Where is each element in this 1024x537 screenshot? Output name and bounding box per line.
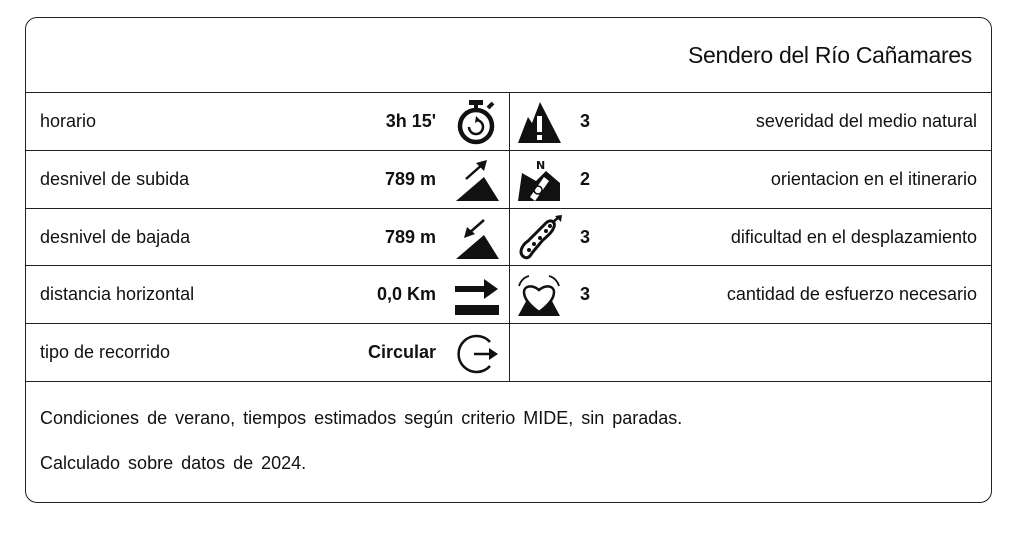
row-value: 789 m: [384, 169, 436, 189]
effort-heart-icon: [516, 272, 562, 318]
svg-text:N: N: [536, 159, 546, 172]
row-criterion: dificultad en el desplazamiento: [730, 227, 977, 247]
ascent-icon: [454, 157, 500, 203]
descent-icon: [454, 215, 500, 261]
row-value: Circular: [367, 342, 436, 362]
notes: [40, 408, 682, 498]
row-score: 3: [580, 284, 591, 304]
note-calculation: Calculado sobre datos de 2024.: [40, 453, 307, 473]
row-score: 2: [580, 169, 591, 189]
row-criterion: severidad del medio natural: [755, 111, 977, 131]
divider: [26, 381, 991, 382]
table-row: [26, 209, 991, 266]
row-value: 3h 15': [385, 111, 436, 131]
note-conditions: Condiciones de verano, tiempos estimados según criterio MIDE, sin paradas.: [40, 408, 683, 428]
row-value: 789 m: [384, 227, 436, 247]
table-row: [26, 266, 991, 323]
row-label: distancia horizontal: [40, 284, 195, 304]
row-value: 0,0 Km: [376, 284, 436, 304]
row-label: tipo de recorrido: [40, 342, 171, 362]
stopwatch-icon: [454, 99, 500, 145]
route-title: Sendero del Río Cañamares: [688, 42, 972, 68]
warning-mountain-icon: [516, 99, 562, 145]
row-score: 3: [580, 111, 591, 131]
row-criterion: orientacion en el itinerario: [770, 169, 977, 189]
row-label: desnivel de subida: [40, 169, 190, 189]
row-criterion: cantidad de esfuerzo necesario: [726, 284, 977, 304]
table-row: [26, 93, 991, 150]
distance-arrow-icon: [454, 272, 500, 318]
row-label: desnivel de bajada: [40, 227, 191, 247]
boot-print-icon: [516, 215, 562, 261]
row-score: 3: [580, 227, 591, 247]
table-row: [26, 151, 991, 208]
row-label: horario: [40, 111, 97, 131]
circular-route-icon: [454, 330, 500, 376]
compass-map-icon: [516, 157, 562, 203]
mide-info-card: [25, 17, 992, 503]
table-row: [26, 324, 991, 381]
